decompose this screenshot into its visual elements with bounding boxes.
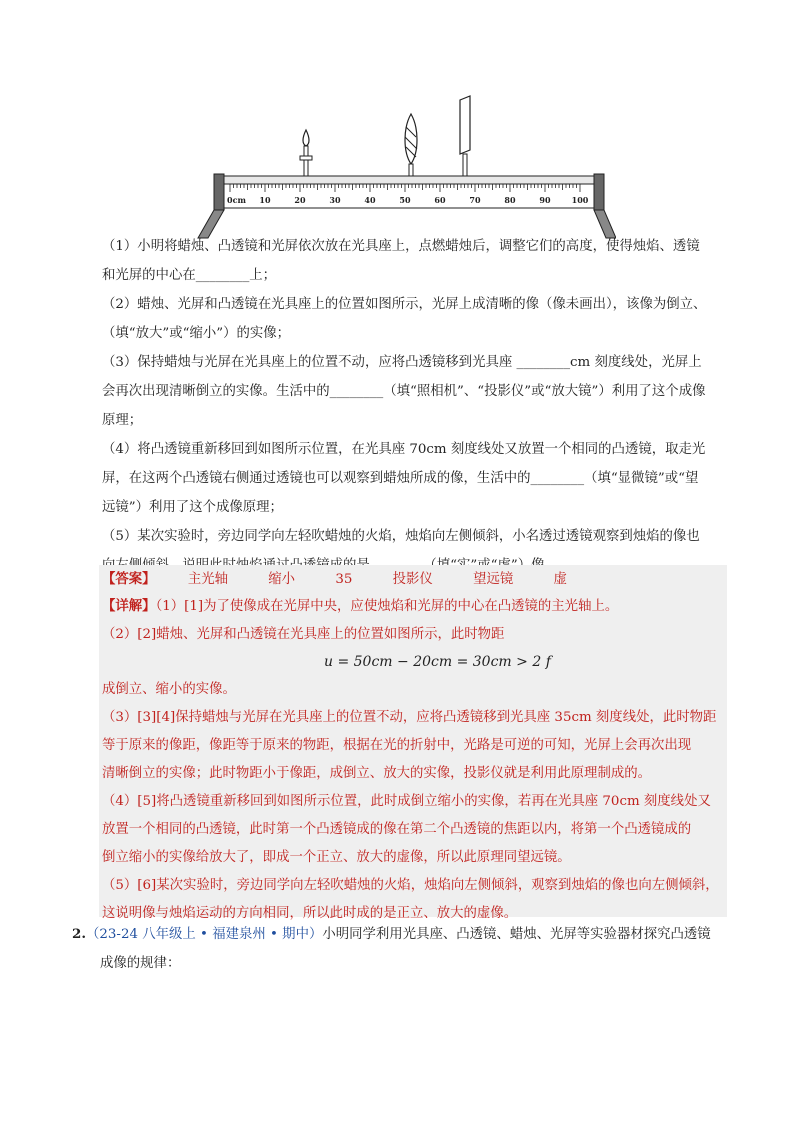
q1-part3-line2: 会再次出现清晰倒立的实像。生活中的________（填“照相机”、“投影仪”或“放大镜”）利用了这个成像 <box>102 384 706 399</box>
q1-part3-line1: （3）保持蜡烛与光屏在光具座上的位置不动，应将凸透镜移到光具座 ________cm 刻度线处，光屏上 <box>102 355 702 370</box>
answer-item: 35 <box>335 572 353 587</box>
question-1 <box>102 232 732 580</box>
q1-part4-line2: 屏，在这两个凸透镜右侧通过透镜也可以观察到蜡烛所成的像，生活中的________（填“显微镜”或“望 <box>102 471 699 486</box>
detail-block-3 <box>102 704 732 928</box>
q1-part5-line1: （5）某次实验时，旁边同学向左轻吹蜡烛的火焰，烛焰向左侧倾斜，小名透过透镜观察到烛焰的像也 <box>102 529 700 544</box>
q1-part2-line2: （填“放大”或“缩小”）的实像； <box>102 326 291 341</box>
detail-2b: 成倒立、缩小的实像。 <box>102 682 236 697</box>
detail-3-line1: （3）[3][4]保持蜡烛与光屏在光具座上的位置不动，应将凸透镜移到光具座 35cm 刻度线处，此时物距 <box>102 710 717 725</box>
detail-3-line3: 清晰倒立的实像；此时物距小于像距，成倒立、放大的实像，投影仪就是利用此原理制成的。 <box>102 766 652 781</box>
question-number: 2. <box>72 926 86 942</box>
detail-block-2 <box>102 676 732 704</box>
formula: u = 50cm − 20cm = 30cm > 2 f <box>324 654 551 670</box>
answer-row <box>102 566 567 592</box>
detail-5-line1: （5）[6]某次实验时，旁边同学向左轻吹蜡烛的火焰，烛焰向左侧倾斜，观察到烛焰的像也向左侧倾斜， <box>102 878 719 893</box>
detail-2: （2）[2]蜡烛、光屏和凸透镜在光具座上的位置如图所示，此时物距 <box>102 627 505 642</box>
ruler-tick-label: 30 <box>329 195 341 205</box>
answer-item: 投影仪 <box>392 572 433 587</box>
ruler-tick-label: 100 <box>571 195 589 205</box>
ruler-tick-label: 90 <box>539 195 551 205</box>
answer-item: 虚 <box>553 572 567 587</box>
ruler-tick-label: 40 <box>364 195 376 205</box>
ruler-tick-label: 60 <box>434 195 446 205</box>
answer-label: 【答案】 <box>102 571 156 587</box>
detail-label: 【详解】 <box>102 598 156 614</box>
detail-4-line2: 放置一个相同的凸透镜，此时第一个凸透镜成的像在第二个凸透镜的焦距以内，将第一个凸透镜成的 <box>102 822 692 837</box>
candle-icon <box>300 130 312 176</box>
detail-5-line2: 这说明像与烛焰运动的方向相同，所以此时成的是正立、放大的虚像。 <box>102 906 518 921</box>
ruler-tick-label: 0cm <box>227 195 246 205</box>
answer-item: 望远镜 <box>473 572 514 587</box>
question-2-line1: 小明同学利用光具座、凸透镜、蜡烛、光屏等实验器材探究凸透镜 <box>322 927 711 942</box>
ruler-tick-label: 20 <box>294 195 306 205</box>
q1-part1-line2: 和光屏的中心在________上； <box>102 268 277 283</box>
answer-item: 缩小 <box>268 572 296 587</box>
q1-part2-line1: （2）蜡烛、光屏和凸透镜在光具座上的位置如图所示，光屏上成清晰的像（像未画出），该像为倒立、 <box>102 297 707 312</box>
detail-1: （1）[1]为了使像成在光屏中央，应使烛焰和光屏的中心在凸透镜的主光轴上。 <box>155 599 619 614</box>
optical-bench-figure <box>196 92 616 242</box>
q1-part3-line3: 原理； <box>102 413 143 428</box>
detail-block <box>102 592 732 649</box>
ruler-tick-label: 10 <box>259 195 271 205</box>
question-2-line2: 成像的规律： <box>100 956 181 971</box>
detail-4-line1: （4）[5]将凸透镜重新移回到如图所示位置，此时成倒立缩小的实像，若再在光具座 70cm 刻度线处又 <box>102 794 711 809</box>
answer-item: 主光轴 <box>187 572 228 587</box>
question-2 <box>72 920 732 978</box>
ruler-tick-label: 50 <box>399 195 411 205</box>
q1-part4-line3: 远镜”）利用了这个成像原理； <box>102 500 283 515</box>
q1-part4-line1: （4）将凸透镜重新移回到如图所示位置，在光具座 70cm 刻度线处又放置一个相同的凸透镜，取走光 <box>102 442 706 457</box>
convex-lens-icon <box>405 114 417 176</box>
detail-4-line3: 倒立缩小的实像给放大了，即成一个正立、放大的虚像，所以此原理同望远镜。 <box>102 850 571 865</box>
question-source: （23-24 八年级上 • 福建泉州 • 期中） <box>85 927 323 942</box>
detail-3-line2: 等于原来的像距，像距等于原来的物距，根据在光的折射中，光路是可逆的可知，光屏上会再次出现 <box>102 738 692 753</box>
q1-part1-line1: （1）小明将蜡烛、凸透镜和光屏依次放在光具座上，点燃蜡烛后，调整它们的高度，使得烛焰、透镜 <box>102 239 700 254</box>
ruler-tick-label: 70 <box>469 195 481 205</box>
ruler-tick-label: 80 <box>504 195 516 205</box>
light-screen-icon <box>460 96 470 176</box>
